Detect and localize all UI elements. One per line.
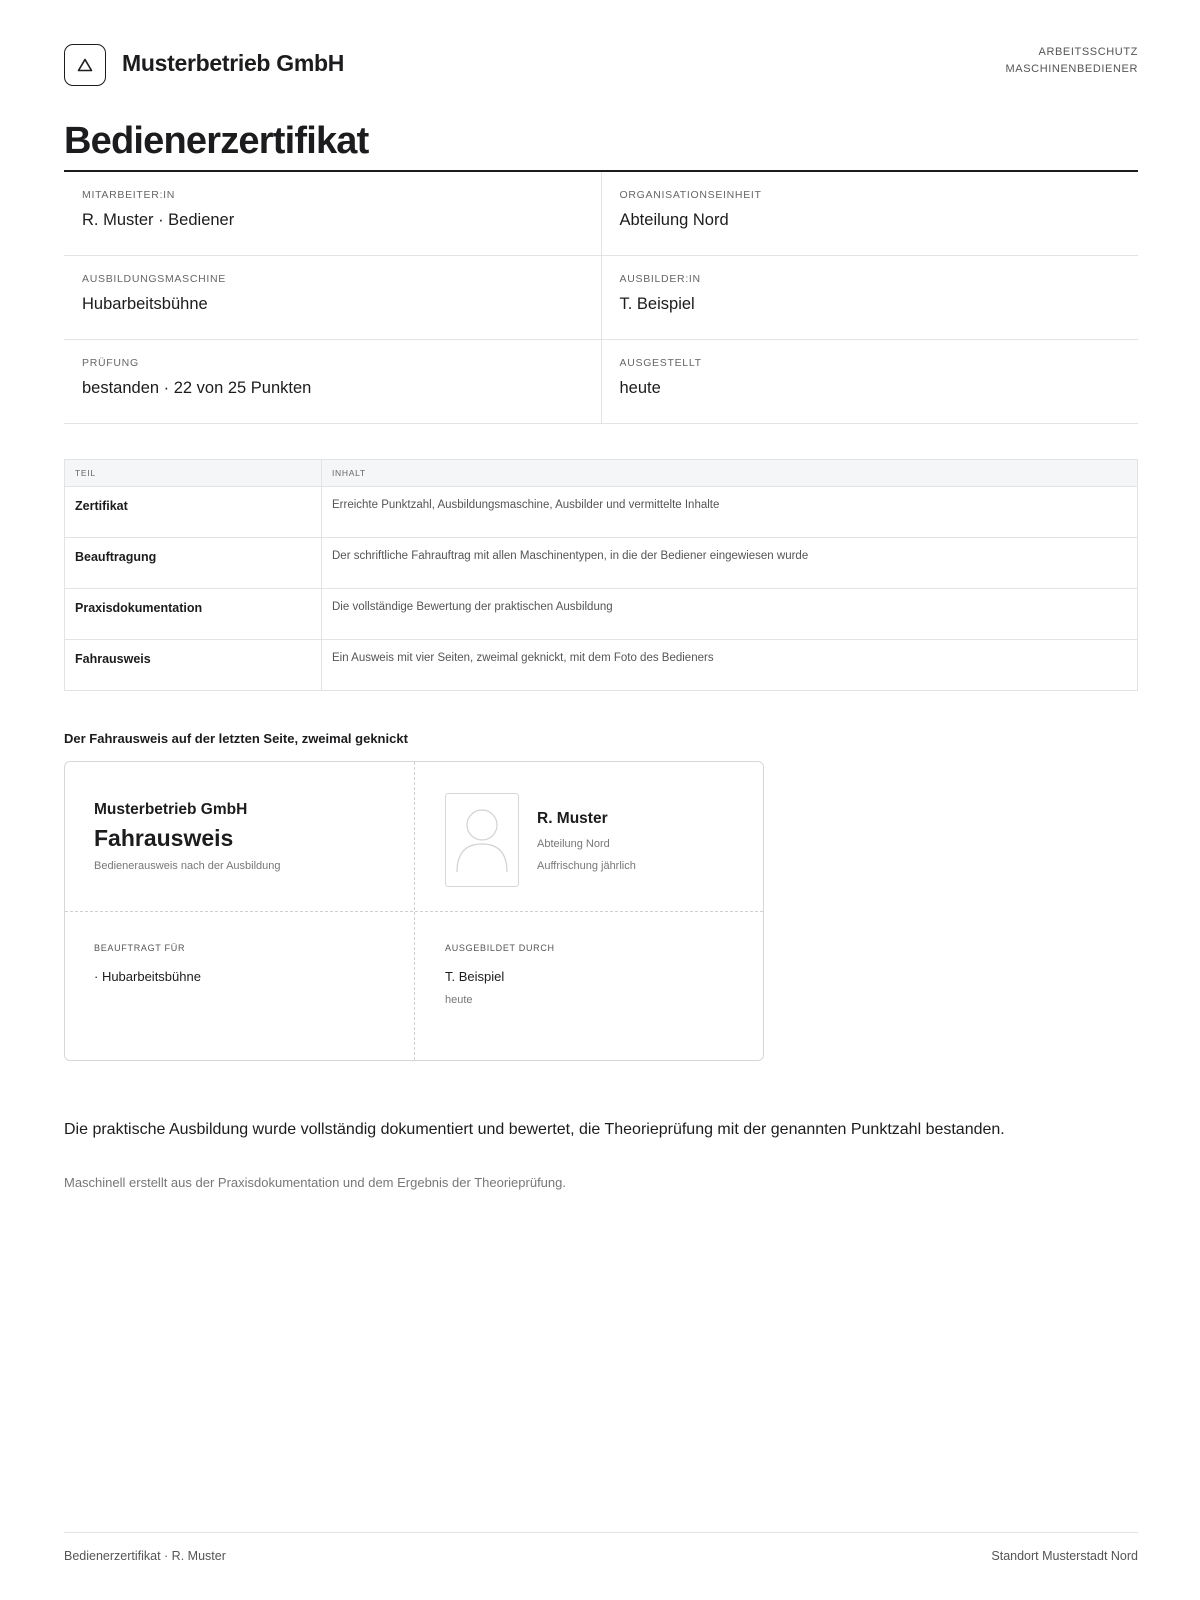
page-footer: [64, 1532, 1138, 1563]
part-content: Der schriftliche Fahrauftrag mit allen Maschinentypen, in die der Bediener eingewiesen wurde: [322, 538, 1138, 589]
info-value: bestanden · 22 von 25 Punkten: [82, 379, 312, 397]
triangle-icon: [77, 58, 93, 72]
document-category: [1006, 44, 1138, 78]
trained-date: heute: [445, 994, 473, 1006]
info-row: [64, 340, 1138, 424]
info-exam: [64, 340, 601, 423]
column-header: TEIL: [65, 460, 322, 487]
info-employee: [64, 172, 601, 255]
category-line-2: MASCHINENBEDIENER: [1005, 63, 1138, 75]
table-row: [65, 538, 1138, 589]
info-unit: [601, 172, 1139, 255]
photo-placeholder: [445, 793, 519, 887]
part-name: Fahrausweis: [65, 640, 322, 691]
card-title: Fahrausweis: [94, 825, 234, 851]
footer-location: Standort Musterstadt Nord: [991, 1549, 1138, 1563]
column-header: INHALT: [322, 460, 1138, 487]
info-label: AUSGESTELLT: [619, 357, 702, 369]
page-header: [64, 44, 1138, 88]
trained-label: AUSGEBILDET DURCH: [445, 943, 555, 953]
info-label: PRÜFUNG: [82, 357, 139, 369]
info-value: T. Beispiel: [619, 295, 695, 313]
assigned-value: · Hubarbeitsbühne: [94, 969, 201, 984]
generated-note: Maschinell erstellt aus der Praxisdokumentation und dem Ergebnis der Theorieprüfung.: [64, 1175, 566, 1190]
page-title: Bedienerzertifikat: [64, 120, 369, 162]
parts-table: [64, 459, 1138, 691]
table-row: [65, 640, 1138, 691]
certificate-page: [64, 0, 1138, 1600]
certification-statement: Die praktische Ausbildung wurde vollständig dokumentiert und bewertet, die Theorieprüfung mit der genannten Punktzahl bestanden.: [64, 1121, 1005, 1138]
info-grid: [64, 170, 1138, 424]
info-trainer: [601, 256, 1139, 339]
card-holder-name: R. Muster: [537, 810, 608, 827]
company-name: Musterbetrieb GmbH: [122, 50, 345, 76]
info-row: [64, 172, 1138, 256]
company-logo: [64, 44, 106, 86]
fold-line-horizontal: [65, 911, 763, 912]
card-subtitle: Bedienerausweis nach der Ausbildung: [94, 860, 281, 872]
info-label: ORGANISATIONSEINHEIT: [619, 189, 762, 201]
info-label: MITARBEITER:IN: [82, 189, 176, 201]
category-line-1: ARBEITSSCHUTZ: [1038, 46, 1138, 58]
info-label: AUSBILDUNGSMASCHINE: [82, 273, 226, 285]
card-department: Abteilung Nord: [537, 838, 610, 850]
card-caption: Der Fahrausweis auf der letzten Seite, zweimal geknickt: [64, 731, 408, 746]
info-row: [64, 256, 1138, 340]
part-content: Ein Ausweis mit vier Seiten, zweimal geknickt, mit dem Foto des Bedieners: [322, 640, 1138, 691]
info-value: heute: [619, 379, 661, 397]
part-content: Die vollständige Bewertung der praktischen Ausbildung: [322, 589, 1138, 640]
footer-document-ref: Bedienerzertifikat · R. Muster: [64, 1549, 226, 1563]
part-name: Beauftragung: [65, 538, 322, 589]
info-value: R. Muster · Bediener: [82, 211, 235, 229]
part-content: Erreichte Punktzahl, Ausbildungsmaschine, Ausbilder und vermittelte Inhalte: [322, 487, 1138, 538]
info-machine: [64, 256, 601, 339]
part-name: Zertifikat: [65, 487, 322, 538]
table-header-row: [65, 460, 1138, 487]
table-row: [65, 589, 1138, 640]
info-issued: [601, 340, 1139, 423]
person-icon: [446, 794, 518, 886]
card-refresh-note: Auffrischung jährlich: [537, 860, 636, 872]
info-value: Hubarbeitsbühne: [82, 295, 208, 313]
assigned-label: BEAUFTRAGT FÜR: [94, 943, 186, 953]
operator-id-card: [64, 761, 764, 1061]
part-name: Praxisdokumentation: [65, 589, 322, 640]
card-company: Musterbetrieb GmbH: [94, 801, 248, 818]
table-row: [65, 487, 1138, 538]
trained-value: T. Beispiel: [445, 969, 505, 984]
info-label: AUSBILDER:IN: [619, 273, 701, 285]
info-value: Abteilung Nord: [619, 211, 729, 229]
